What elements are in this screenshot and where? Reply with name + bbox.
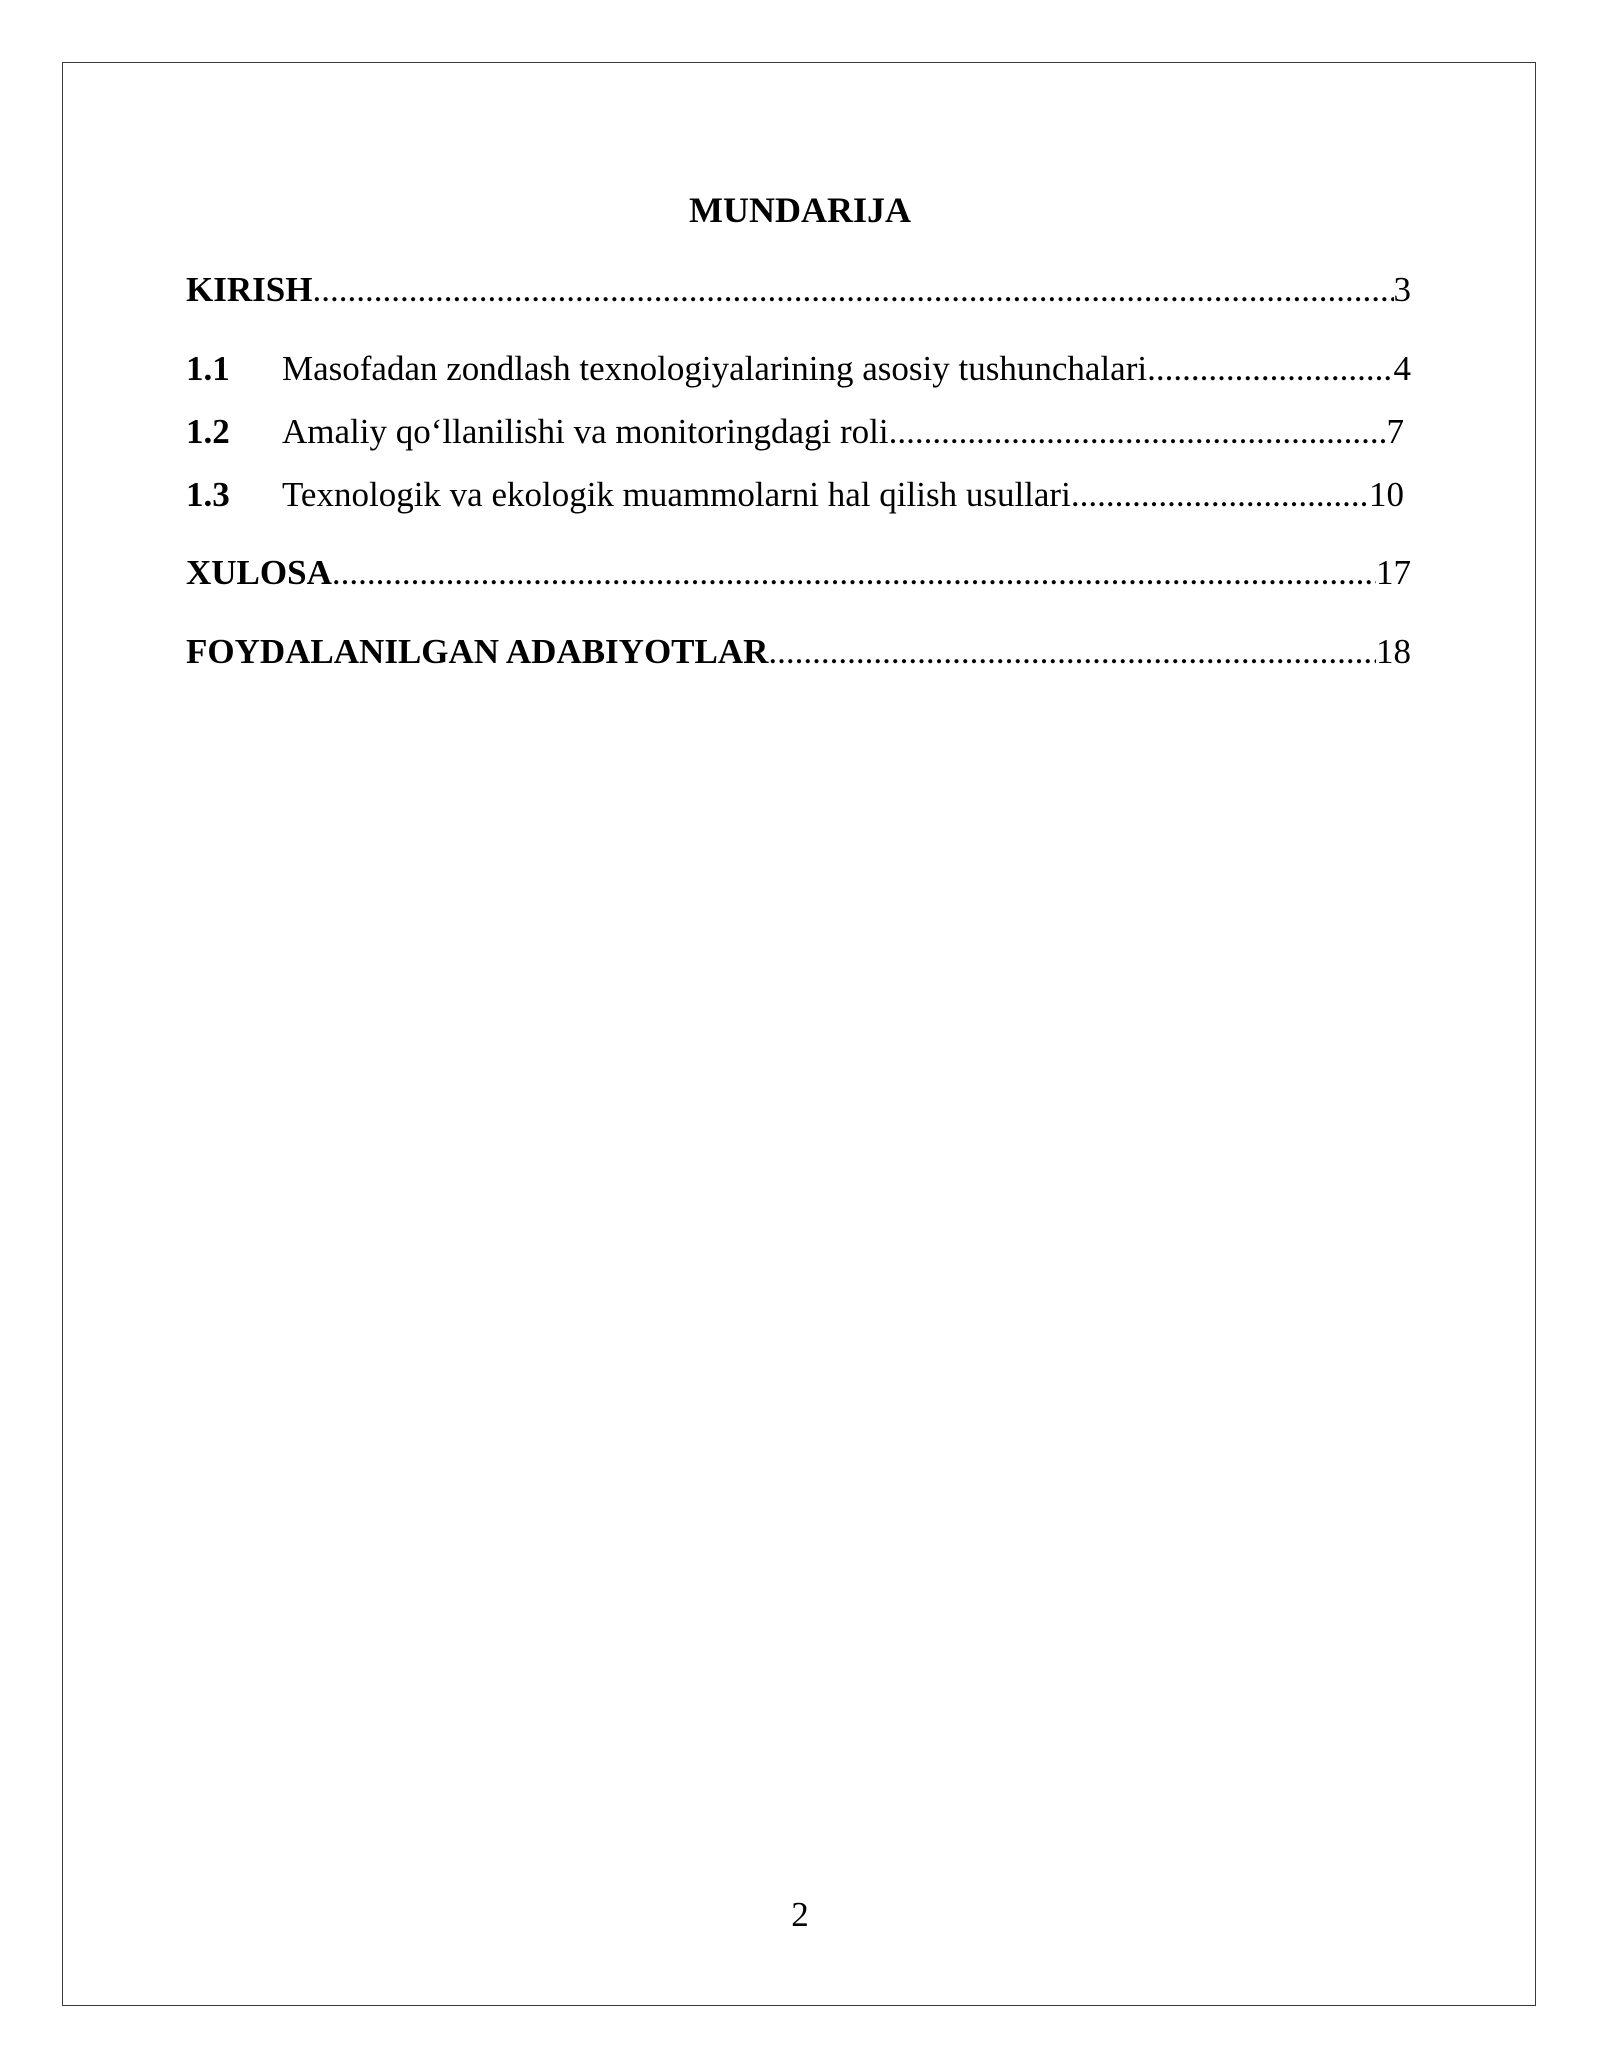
toc-leader-dots <box>1147 347 1393 391</box>
toc-title: MUNDARIJA <box>689 190 911 230</box>
toc-leader-dots <box>332 551 1376 595</box>
toc-entry-number: 1.3 <box>186 475 230 514</box>
toc-entry-1-3[interactable] <box>186 473 1404 517</box>
toc-entry-foydalanilgan-adabiyotlar[interactable] <box>186 630 1411 674</box>
toc-entry-1-2[interactable] <box>186 410 1404 454</box>
toc-entry-number: 1.2 <box>186 412 230 451</box>
toc-entry-xulosa[interactable] <box>186 551 1411 595</box>
toc-entry-label: FOYDALANILGAN ADABIYOTLAR <box>186 632 769 671</box>
toc-entry-label: XULOSA <box>186 553 332 592</box>
toc-entry-label: Texnologik va ekologik muammolarni hal qilish usullari <box>282 475 1071 514</box>
toc-entry-kirish[interactable] <box>186 268 1411 312</box>
toc-leader-dots <box>1071 473 1369 517</box>
toc-entry-label: KIRISH <box>186 270 313 309</box>
toc-entry-page: 3 <box>1393 270 1411 309</box>
toc-entry-1-1[interactable] <box>186 347 1411 391</box>
toc-entry-label: Amaliy qo‘llanilishi va monitoringdagi roli <box>282 412 889 451</box>
toc-leader-dots <box>312 268 1393 312</box>
toc-leader-dots <box>889 410 1387 454</box>
toc-entry-page: 10 <box>1369 475 1404 514</box>
toc-leader-dots <box>768 630 1376 674</box>
toc-entry-page: 17 <box>1376 553 1411 592</box>
toc-entry-page: 7 <box>1386 412 1404 451</box>
page-number: 2 <box>791 1895 809 1934</box>
toc-entry-label: Masofadan zondlash texnologiyalarining asosiy tushunchalari <box>282 349 1148 388</box>
toc-entry-page: 18 <box>1376 632 1411 671</box>
toc-entry-number: 1.1 <box>186 349 230 388</box>
toc-entry-page: 4 <box>1393 349 1411 388</box>
